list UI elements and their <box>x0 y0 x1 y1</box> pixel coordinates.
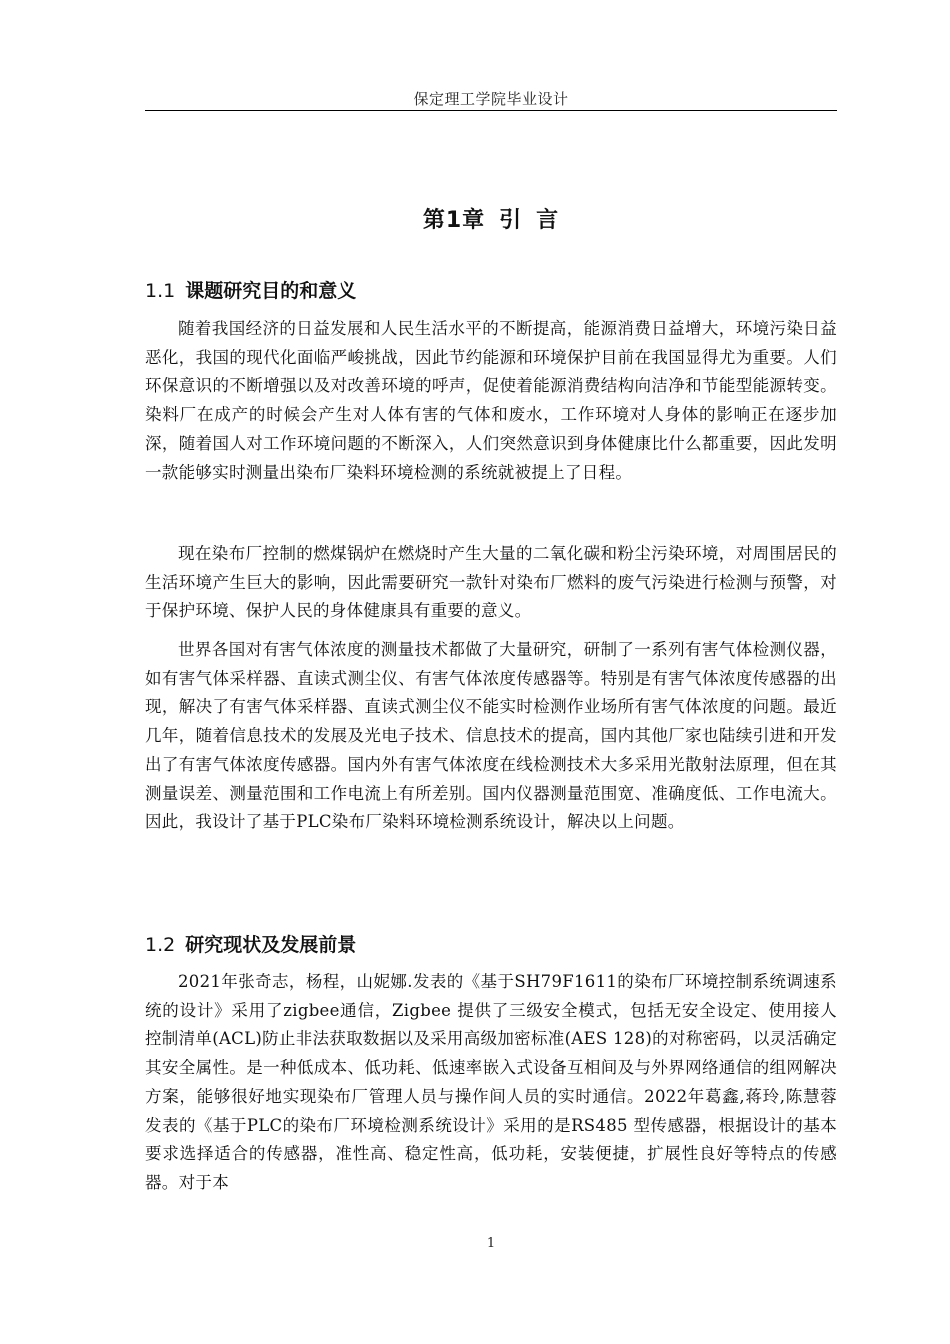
paragraph: 世界各国对有害气体浓度的测量技术都做了大量研究，研制了一系列有害气体检测仪器，如有害气体采样器、直读式测尘仪、有害气体浓度传感器等。特别是有害气体浓度传感器的出现，解决了有害气体采样器、直读式测尘仪不能实时检测作业场所有害气体浓度的问题。最近几年，随着信息技术的发展及光电子技术、信息技术的提高，国内其他厂家也陆续引进和开发出了有害气体浓度传感器。国内外有害气体浓度在线检测技术大多采用光散射法原理，但在其测量误差、测量范围和工作电流上有所差别。国内仪器测量范围宽、准确度低、工作电流大。因此，我设计了基于PLC染布厂染料环境检测系统设计，解决以上问题。 <box>145 640 837 832</box>
paragraph: 随着我国经济的日益发展和人民生活水平的不断提高，能源消费日益增大，环境污染日益恶化，我国的现代化面临严峻挑战，因此节约能源和环境保护目前在我国显得尤为重要。人们环保意识的不断增强以及对改善环境的呼声，促使着能源消费结构向洁净和节能型能源转变。染料厂在成产的时候会产生对人体有害的气体和废水，工作环境对人身体的影响正在逐步加深，随着国人对工作环境问题的不断深入，人们突然意识到身体健康比什么都重要，因此发明一款能够实时测量出染布厂染料环境检测的系统就被提上了日程。 <box>145 319 837 482</box>
section-title: 研究现状及发展前景 <box>185 934 357 956</box>
page-number: 1 <box>486 1236 496 1251</box>
section-title: 课题研究目的和意义 <box>185 280 357 302</box>
chapter-number: 第1章 <box>422 208 486 233</box>
section-heading-1-2 <box>145 930 837 957</box>
section-number: 1.2 <box>145 934 176 956</box>
paragraph: 现在染布厂控制的燃煤锅炉在燃烧时产生大量的二氧化碳和粉尘污染环境，对周围居民的生活环境产生巨大的影响，因此需要研究一款针对染布厂燃料的废气污染进行检测与预警，对于保护环境、保护人民的身体健康具有重要的意义。 <box>145 544 837 621</box>
section-heading-1-1 <box>145 276 837 303</box>
section-number: 1.1 <box>145 280 176 302</box>
header-divider <box>145 110 837 111</box>
chapter-title-char-1: 引 <box>499 208 523 233</box>
paragraph: 2021年张奇志，杨程，山妮娜.发表的《基于SH79F1611的染布厂环境控制系统调速系统的设计》采用了zigbee通信，Zigbee 提供了三级安全模式，包括无安全设定、使用接人控制清单(ACL)防止非法获取数据以及采用高级加密标准(AES 128)的对称密码，以灵活确定其安全属性。是一种低成本、低功耗、低速率嵌入式设备互相间及与外界网络通信的组网解决方案，能够很好地实现染布厂管理人员与操作间人员的实时通信。2022年葛鑫,蒋玲,陈慧蓉发表的《基于PLC的染布厂环境检测系统设计》采用的是RS485 型传感器，根据设计的基本要求选择适合的传感器，准性高、稳定性高，低功耗，安装便捷，扩展性良好等特点的传感器。对于本 <box>145 972 837 1192</box>
page-header: 保定理工学院毕业设计 <box>413 90 569 108</box>
chapter-title <box>145 203 837 234</box>
chapter-title-char-2: 言 <box>536 208 560 233</box>
